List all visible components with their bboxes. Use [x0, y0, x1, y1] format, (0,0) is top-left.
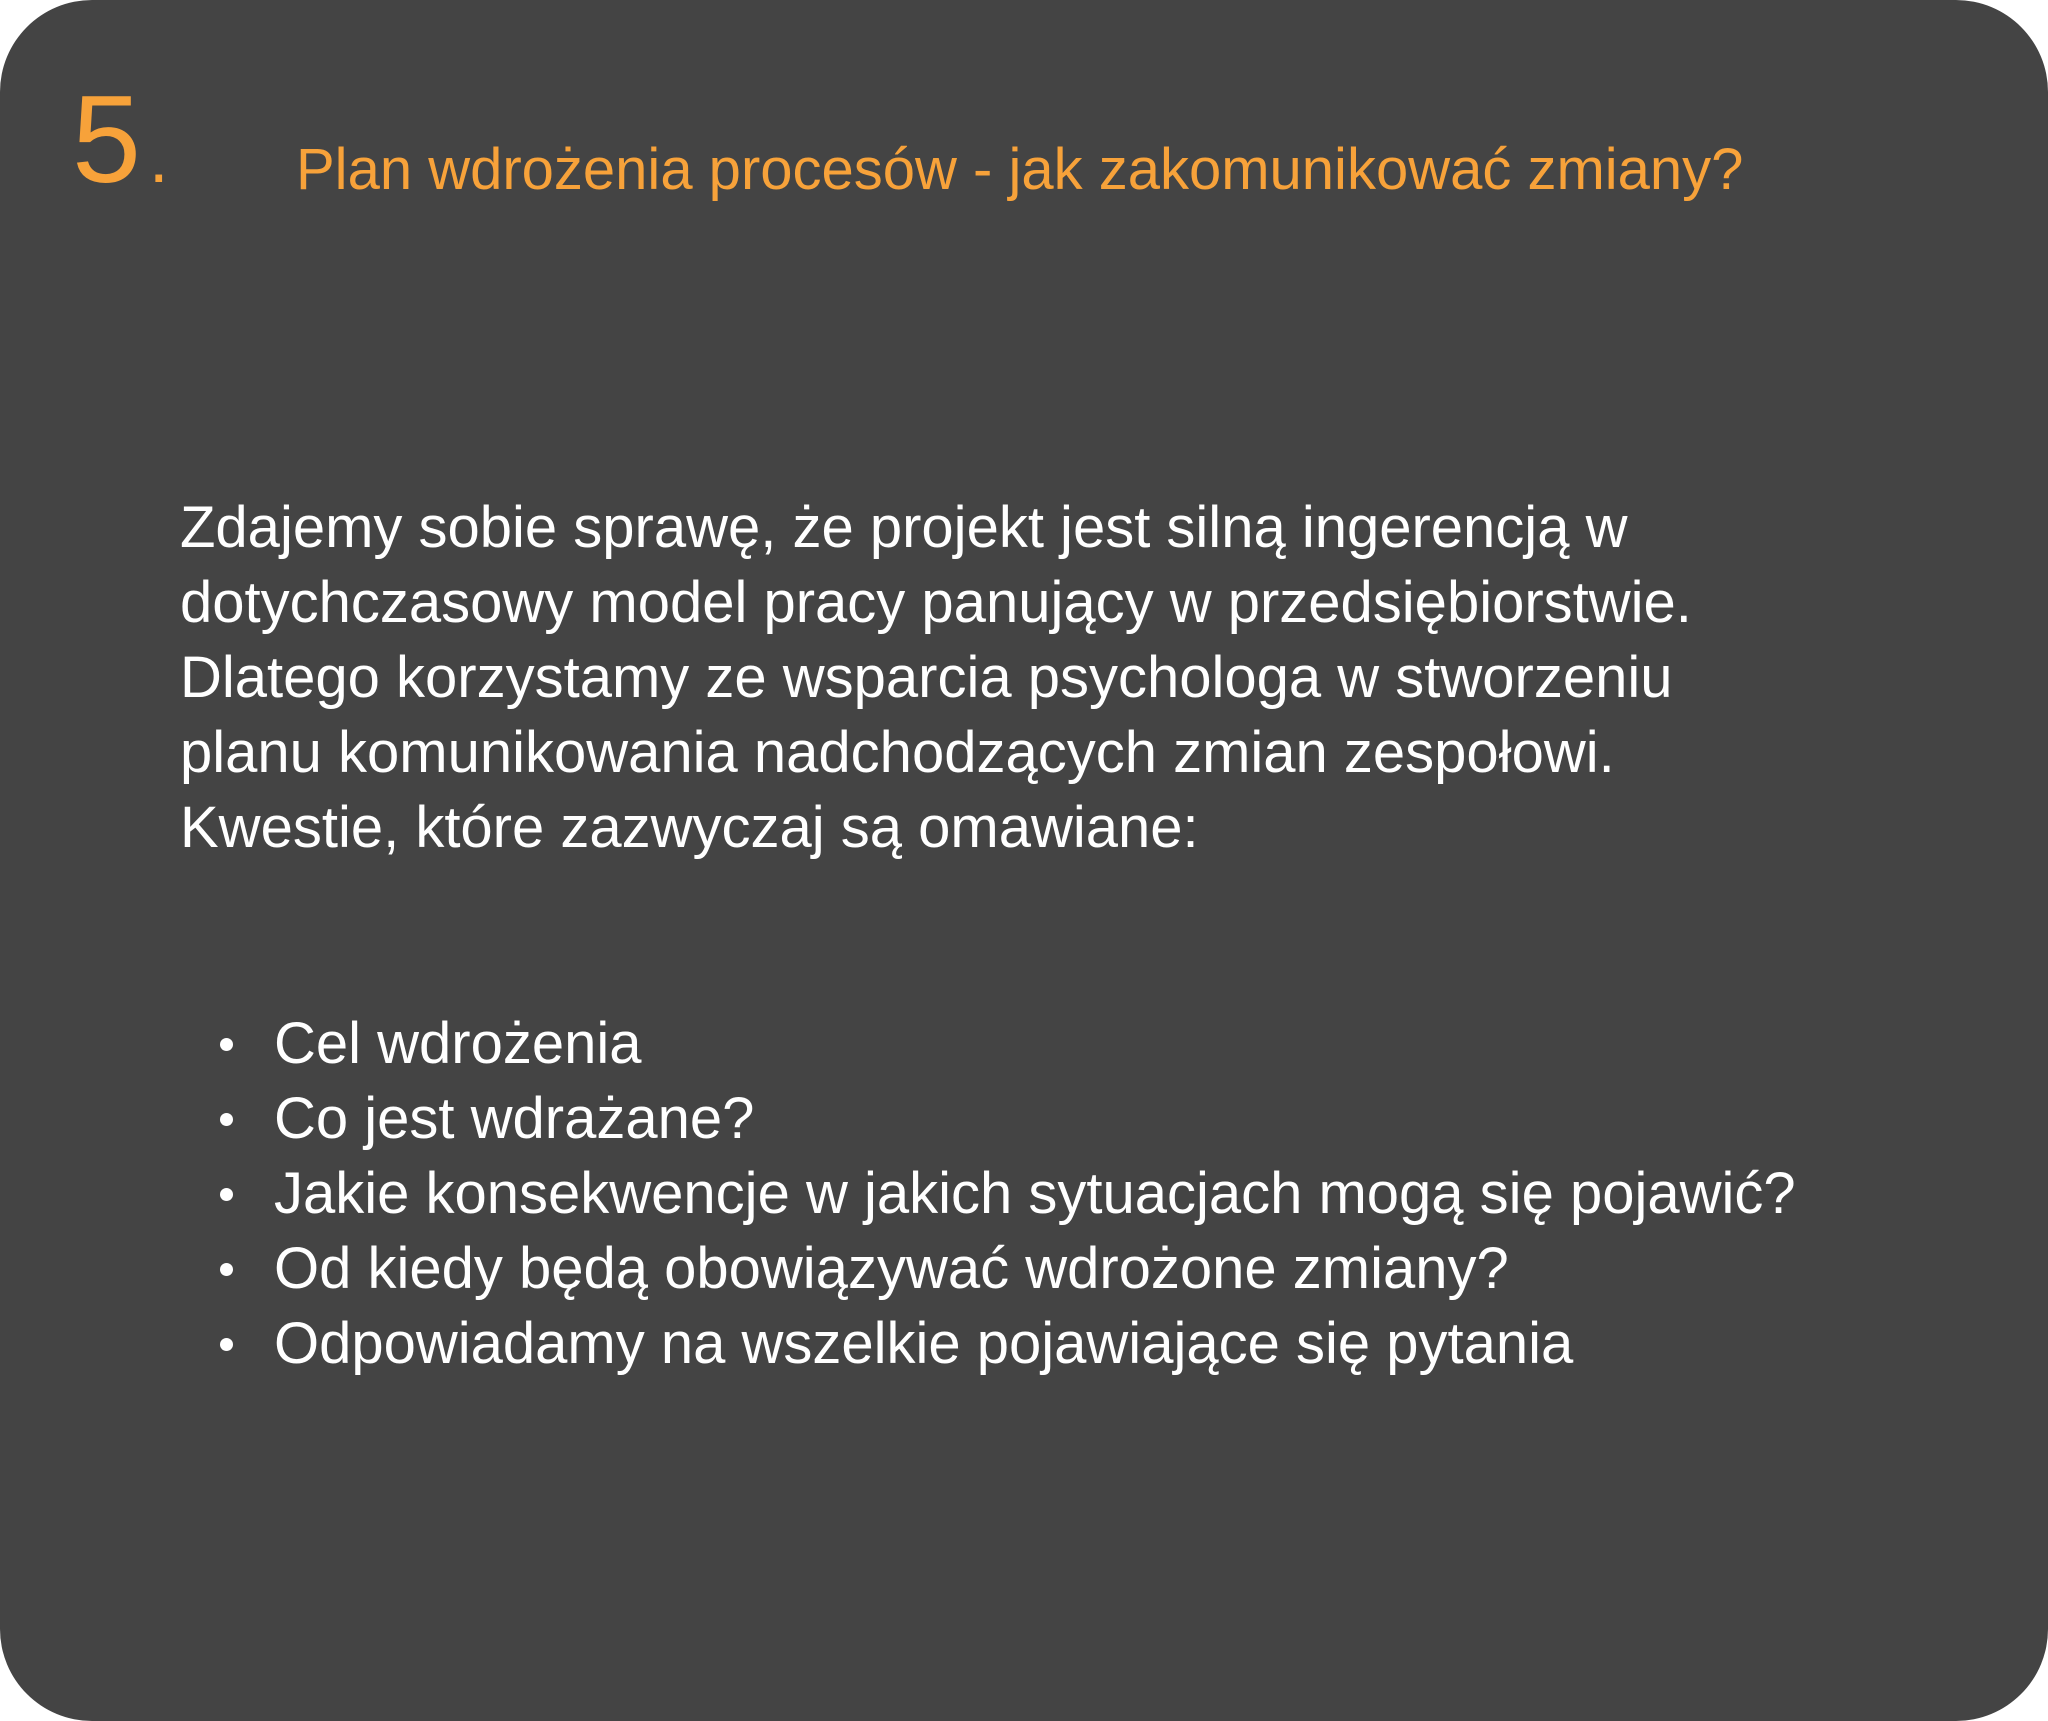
- list-item: [180, 1156, 1880, 1231]
- bullet-icon: [220, 1338, 233, 1351]
- intro-line: planu komunikowania nadchodzących zmian zespołowi.: [180, 720, 1615, 785]
- list-item: [180, 1306, 1880, 1381]
- list-item-text: Od kiedy będą obowiązywać wdrożone zmiany?: [274, 1236, 1509, 1301]
- list-item-text: Jakie konsekwencje w jakich sytuacjach mogą się pojawić?: [274, 1161, 1796, 1226]
- topics-list: [180, 1006, 1880, 1381]
- list-item-text: Co jest wdrażane?: [274, 1086, 755, 1151]
- list-item: [180, 1231, 1880, 1306]
- list-item: [180, 1006, 1880, 1081]
- bullet-icon: [220, 1263, 233, 1276]
- intro-paragraph: [180, 490, 1960, 865]
- bullet-icon: [220, 1113, 233, 1126]
- step-number-digit: 5: [72, 71, 143, 209]
- step-number-dot: .: [148, 119, 171, 197]
- intro-line: Kwestie, które zazwyczaj są omawiane:: [180, 795, 1199, 860]
- bullet-icon: [220, 1188, 233, 1201]
- step-number: [72, 71, 171, 209]
- bullet-icon: [220, 1038, 233, 1051]
- list-item-text: Odpowiadamy na wszelkie pojawiające się pytania: [274, 1311, 1574, 1376]
- section-title: Plan wdrożenia procesów - jak zakomunikować zmiany?: [296, 137, 1744, 202]
- intro-line: Zdajemy sobie sprawę, że projekt jest silną ingerencją w: [180, 495, 1628, 560]
- list-item: [180, 1081, 1880, 1156]
- intro-line: dotychczasowy model pracy panujący w przedsiębiorstwie.: [180, 570, 1692, 635]
- list-item-text: Cel wdrożenia: [274, 1011, 642, 1076]
- intro-line: Dlatego korzystamy ze wsparcia psychologa w stworzeniu: [180, 645, 1673, 710]
